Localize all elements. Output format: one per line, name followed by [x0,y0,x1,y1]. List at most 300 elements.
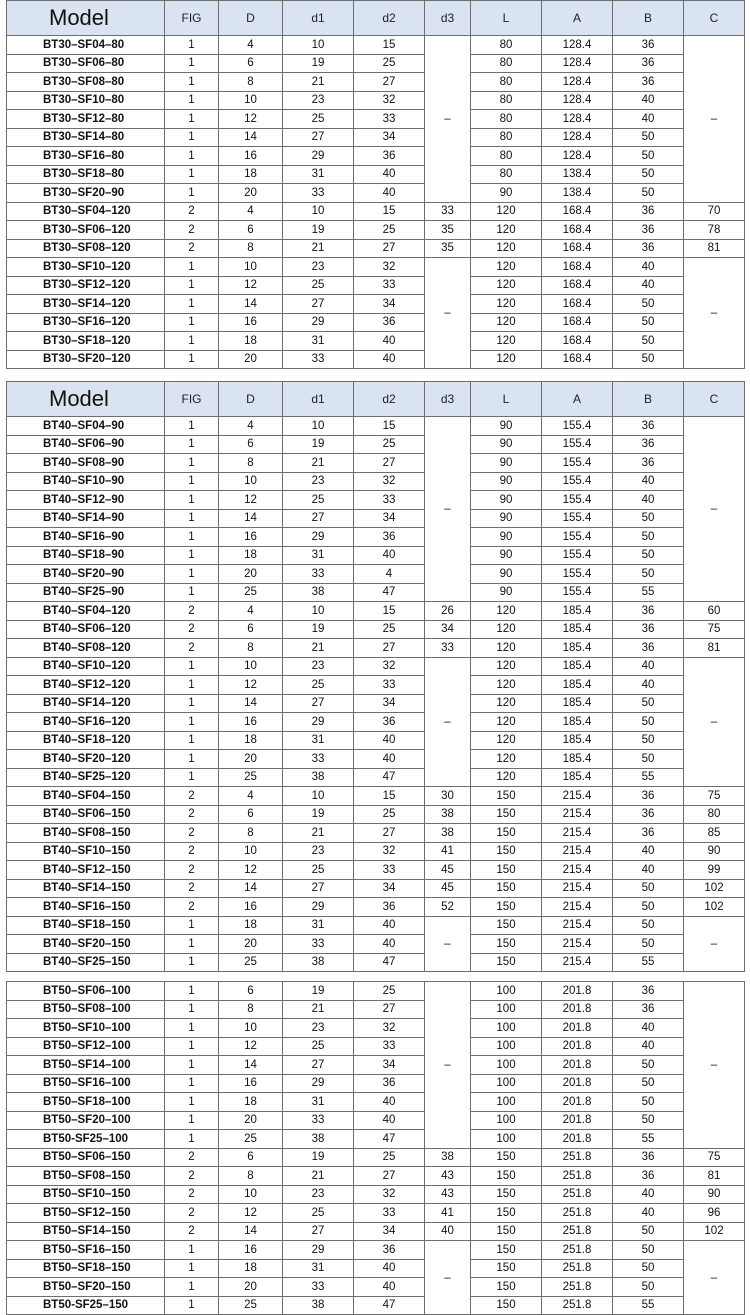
cell-b: 55 [613,583,684,602]
cell-l: 120 [471,639,542,658]
cell-a: 155.4 [542,454,613,473]
cell-d2: 36 [354,528,425,547]
cell-a: 185.4 [542,768,613,787]
cell-d1: 19 [283,435,354,454]
cell-b: 36 [613,1000,684,1019]
cell-d: 16 [219,898,283,917]
cell-d2: 40 [354,1259,425,1278]
cell-c: 102 [684,879,745,898]
cell-l: 150 [471,1278,542,1297]
cell-l: 80 [471,165,542,184]
cell-b: 36 [613,221,684,240]
cell-fig: 1 [165,1019,219,1038]
cell-l: 90 [471,491,542,510]
cell-fig: 1 [165,258,219,277]
cell-d1: 10 [283,787,354,806]
cell-d1: 25 [283,676,354,695]
cell-b: 50 [613,916,684,935]
cell-fig: 1 [165,295,219,314]
cell-b: 50 [613,1241,684,1260]
cell-l: 150 [471,1241,542,1260]
cell-d2: 33 [354,110,425,129]
cell-l: 120 [471,657,542,676]
cell-model: BT50–SF14–100 [7,1056,165,1075]
cell-l: 150 [471,824,542,843]
cell-fig: 2 [165,1204,219,1223]
cell-d3: – [425,982,471,1149]
cell-d1: 19 [283,1148,354,1167]
cell-a: 168.4 [542,350,613,369]
cell-model: BT30–SF18–80 [7,165,165,184]
cell-d: 16 [219,713,283,732]
table-row [7,36,745,55]
header-b: B [613,382,684,417]
cell-fig: 1 [165,332,219,351]
cell-b: 40 [613,1019,684,1038]
section-gap [6,369,744,381]
cell-b: 50 [613,147,684,166]
cell-d1: 31 [283,165,354,184]
cell-l: 100 [471,1074,542,1093]
cell-d2: 40 [354,350,425,369]
cell-a: 251.8 [542,1185,613,1204]
cell-d1: 23 [283,91,354,110]
cell-d2: 27 [354,1000,425,1019]
cell-d: 10 [219,258,283,277]
header-d3: d3 [425,382,471,417]
cell-c: 81 [684,1167,745,1186]
cell-l: 80 [471,110,542,129]
cell-l: 90 [471,509,542,528]
cell-fig: 1 [165,54,219,73]
cell-d2: 40 [354,731,425,750]
cell-d: 25 [219,768,283,787]
cell-b: 50 [613,1259,684,1278]
header-l: L [471,1,542,36]
header-d3: d3 [425,1,471,36]
table-row [7,713,745,732]
cell-fig: 1 [165,731,219,750]
cell-b: 50 [613,128,684,147]
cell-d: 4 [219,36,283,55]
cell-model: BT40–SF04–90 [7,417,165,436]
cell-d: 8 [219,1167,283,1186]
table-row [7,1204,745,1223]
cell-d1: 29 [283,1241,354,1260]
cell-d1: 21 [283,1167,354,1186]
cell-fig: 2 [165,1148,219,1167]
cell-fig: 1 [165,1111,219,1130]
cell-b: 50 [613,879,684,898]
cell-d1: 33 [283,1111,354,1130]
table-row [7,768,745,787]
cell-a: 215.4 [542,861,613,880]
table-row [7,676,745,695]
cell-model: BT30–SF14–80 [7,128,165,147]
cell-d: 25 [219,1296,283,1315]
cell-d: 18 [219,165,283,184]
cell-fig: 2 [165,824,219,843]
cell-fig: 1 [165,1278,219,1297]
cell-a: 251.8 [542,1222,613,1241]
cell-a: 128.4 [542,128,613,147]
cell-b: 36 [613,1148,684,1167]
cell-a: 201.8 [542,982,613,1001]
table-row [7,546,745,565]
cell-d1: 25 [283,861,354,880]
cell-model: BT40–SF10–120 [7,657,165,676]
cell-d: 6 [219,620,283,639]
cell-d1: 38 [283,1296,354,1315]
cell-d: 8 [219,454,283,473]
header-fig: FIG [165,1,219,36]
cell-d1: 21 [283,1000,354,1019]
cell-d1: 33 [283,184,354,203]
cell-l: 150 [471,898,542,917]
cell-d: 25 [219,953,283,972]
cell-model: BT30–SF06–80 [7,54,165,73]
cell-a: 215.4 [542,842,613,861]
cell-d2: 36 [354,898,425,917]
cell-fig: 2 [165,787,219,806]
cell-a: 168.4 [542,276,613,295]
cell-b: 50 [613,1278,684,1297]
cell-d2: 25 [354,620,425,639]
table-row [7,953,745,972]
cell-l: 120 [471,750,542,769]
cell-c: – [684,258,745,369]
cell-d: 14 [219,295,283,314]
cell-l: 150 [471,1185,542,1204]
cell-d: 18 [219,1259,283,1278]
cell-d3: 41 [425,842,471,861]
cell-model: BT30–SF08–80 [7,73,165,92]
cell-d: 12 [219,110,283,129]
cell-fig: 1 [165,916,219,935]
cell-model: BT40–SF16–150 [7,898,165,917]
cell-d1: 25 [283,276,354,295]
cell-d1: 38 [283,1130,354,1149]
cell-model: BT40–SF08–90 [7,454,165,473]
cell-c: – [684,982,745,1149]
cell-a: 128.4 [542,110,613,129]
cell-d2: 40 [354,1278,425,1297]
table-row [7,602,745,621]
cell-d: 20 [219,184,283,203]
cell-d1: 33 [283,1278,354,1297]
cell-b: 40 [613,91,684,110]
table-row [7,787,745,806]
cell-d2: 47 [354,768,425,787]
cell-a: 128.4 [542,36,613,55]
table-row [7,620,745,639]
cell-l: 90 [471,417,542,436]
header-d2: d2 [354,1,425,36]
cell-d1: 19 [283,805,354,824]
cell-fig: 2 [165,239,219,258]
cell-model: BT40–SF10–150 [7,842,165,861]
header-model: Model [7,382,165,417]
cell-d3: 30 [425,787,471,806]
cell-d3: 45 [425,879,471,898]
header-a: A [542,382,613,417]
table-row [7,110,745,129]
cell-d: 16 [219,1241,283,1260]
cell-l: 150 [471,842,542,861]
table-row [7,1222,745,1241]
cell-l: 90 [471,472,542,491]
cell-a: 128.4 [542,73,613,92]
cell-d1: 23 [283,842,354,861]
cell-a: 201.8 [542,1074,613,1093]
cell-model: BT40–SF14–120 [7,694,165,713]
cell-d2: 33 [354,861,425,880]
cell-fig: 1 [165,36,219,55]
cell-fig: 1 [165,676,219,695]
cell-d2: 33 [354,1037,425,1056]
cell-model: BT40–SF12–90 [7,491,165,510]
cell-model: BT40–SF12–150 [7,861,165,880]
cell-b: 50 [613,332,684,351]
cell-d3: – [425,36,471,203]
cell-l: 120 [471,239,542,258]
cell-l: 120 [471,713,542,732]
cell-fig: 1 [165,128,219,147]
cell-model: BT40–SF18–150 [7,916,165,935]
cell-d: 10 [219,91,283,110]
table-row [7,147,745,166]
cell-model: BT30–SF04–120 [7,202,165,221]
cell-d1: 21 [283,239,354,258]
cell-d1: 25 [283,491,354,510]
cell-d: 4 [219,787,283,806]
cell-l: 90 [471,546,542,565]
cell-d: 6 [219,805,283,824]
cell-d1: 10 [283,202,354,221]
table-row [7,313,745,332]
table-row [7,435,745,454]
cell-l: 150 [471,805,542,824]
cell-l: 100 [471,1093,542,1112]
cell-d2: 36 [354,713,425,732]
header-b: B [613,1,684,36]
cell-d3: 34 [425,620,471,639]
spec-table-3 [6,981,745,1315]
cell-a: 201.8 [542,1130,613,1149]
cell-d1: 29 [283,147,354,166]
cell-d1: 31 [283,731,354,750]
cell-d2: 32 [354,258,425,277]
cell-model: BT30–SF10–120 [7,258,165,277]
cell-model: BT50–SF06–100 [7,982,165,1001]
cell-model: BT40–SF14–150 [7,879,165,898]
cell-d2: 4 [354,565,425,584]
cell-fig: 2 [165,620,219,639]
cell-d3: 40 [425,1222,471,1241]
table-row [7,202,745,221]
cell-l: 150 [471,1259,542,1278]
table-row [7,454,745,473]
cell-d: 14 [219,879,283,898]
table-row [7,1093,745,1112]
cell-d1: 33 [283,750,354,769]
cell-model: BT30–SF16–120 [7,313,165,332]
cell-fig: 1 [165,417,219,436]
cell-d2: 34 [354,1056,425,1075]
cell-fig: 1 [165,1259,219,1278]
cell-d2: 36 [354,147,425,166]
cell-b: 50 [613,935,684,954]
cell-fig: 1 [165,147,219,166]
cell-fig: 1 [165,657,219,676]
cell-model: BT40–SF10–90 [7,472,165,491]
cell-fig: 2 [165,898,219,917]
cell-d2: 32 [354,1185,425,1204]
header-fig: FIG [165,382,219,417]
cell-d2: 33 [354,491,425,510]
cell-d2: 36 [354,1074,425,1093]
cell-a: 185.4 [542,713,613,732]
table-row [7,657,745,676]
cell-d: 6 [219,982,283,1001]
table-row [7,1074,745,1093]
cell-d: 20 [219,935,283,954]
cell-b: 50 [613,546,684,565]
cell-fig: 1 [165,565,219,584]
cell-d: 14 [219,1056,283,1075]
cell-a: 138.4 [542,184,613,203]
cell-d1: 19 [283,54,354,73]
cell-d2: 25 [354,435,425,454]
cell-fig: 1 [165,454,219,473]
cell-d2: 40 [354,1093,425,1112]
cell-b: 55 [613,1130,684,1149]
cell-d: 18 [219,1093,283,1112]
cell-fig: 1 [165,1056,219,1075]
cell-b: 50 [613,731,684,750]
cell-b: 36 [613,1167,684,1186]
table-row [7,565,745,584]
cell-d2: 25 [354,54,425,73]
cell-d1: 27 [283,694,354,713]
cell-b: 50 [613,165,684,184]
cell-d3: 35 [425,239,471,258]
cell-model: BT40–SF04–120 [7,602,165,621]
cell-c: 102 [684,1222,745,1241]
cell-d2: 40 [354,935,425,954]
cell-b: 36 [613,639,684,658]
cell-model: BT40–SF04–150 [7,787,165,806]
cell-d1: 27 [283,879,354,898]
cell-d: 10 [219,842,283,861]
cell-d: 6 [219,1148,283,1167]
cell-fig: 1 [165,350,219,369]
cell-c: – [684,417,745,602]
cell-l: 120 [471,313,542,332]
cell-l: 90 [471,184,542,203]
cell-a: 168.4 [542,295,613,314]
cell-a: 201.8 [542,1037,613,1056]
cell-b: 50 [613,528,684,547]
cell-fig: 1 [165,491,219,510]
cell-d: 18 [219,916,283,935]
header-d2: d2 [354,382,425,417]
table-row [7,91,745,110]
table-row [7,861,745,880]
cell-d: 18 [219,332,283,351]
cell-d1: 29 [283,528,354,547]
cell-d3: 45 [425,861,471,880]
cell-b: 50 [613,1074,684,1093]
header-model: Model [7,1,165,36]
cell-a: 215.4 [542,916,613,935]
table-row [7,239,745,258]
cell-b: 40 [613,676,684,695]
cell-b: 36 [613,54,684,73]
cell-d: 16 [219,1074,283,1093]
cell-d1: 29 [283,1074,354,1093]
cell-a: 128.4 [542,147,613,166]
cell-model: BT30–SF12–80 [7,110,165,129]
cell-d2: 25 [354,982,425,1001]
cell-d2: 32 [354,91,425,110]
cell-d1: 38 [283,953,354,972]
cell-c: – [684,1241,745,1315]
cell-d2: 34 [354,295,425,314]
cell-model: BT40–SF12–120 [7,676,165,695]
cell-a: 168.4 [542,221,613,240]
cell-d1: 25 [283,1204,354,1223]
cell-l: 150 [471,1222,542,1241]
cell-c: 81 [684,639,745,658]
cell-a: 128.4 [542,91,613,110]
cell-model: BT30–SF18–120 [7,332,165,351]
cell-a: 201.8 [542,1056,613,1075]
table-row [7,350,745,369]
cell-d2: 47 [354,953,425,972]
cell-d: 4 [219,417,283,436]
cell-l: 90 [471,454,542,473]
cell-l: 150 [471,1204,542,1223]
cell-d2: 36 [354,1241,425,1260]
cell-b: 36 [613,454,684,473]
cell-a: 215.4 [542,953,613,972]
cell-d1: 23 [283,657,354,676]
cell-model: BT50–SF12–150 [7,1204,165,1223]
cell-d2: 27 [354,639,425,658]
table-row [7,417,745,436]
cell-model: BT40–SF20–150 [7,935,165,954]
cell-l: 100 [471,1056,542,1075]
cell-d: 12 [219,276,283,295]
cell-d2: 36 [354,313,425,332]
cell-fig: 2 [165,639,219,658]
cell-d: 14 [219,1222,283,1241]
cell-l: 120 [471,258,542,277]
cell-l: 100 [471,982,542,1001]
cell-c: 102 [684,898,745,917]
cell-fig: 1 [165,1130,219,1149]
cell-d: 6 [219,221,283,240]
cell-d2: 34 [354,128,425,147]
cell-d: 8 [219,1000,283,1019]
table-row [7,694,745,713]
cell-model: BT50–SF08–100 [7,1000,165,1019]
cell-d3: – [425,417,471,602]
cell-model: BT50-SF25–150 [7,1296,165,1315]
cell-l: 100 [471,1019,542,1038]
cell-model: BT50–SF10–100 [7,1019,165,1038]
